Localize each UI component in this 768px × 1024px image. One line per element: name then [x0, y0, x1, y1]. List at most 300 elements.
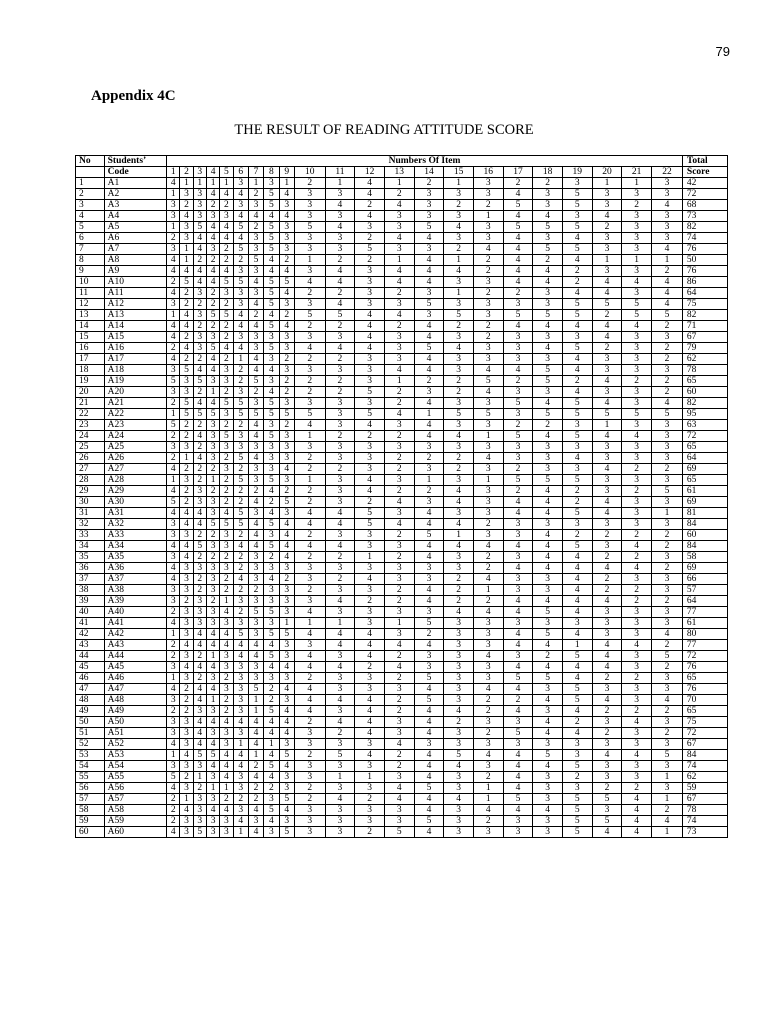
total-score: 75	[682, 717, 727, 728]
item-score: 5	[193, 222, 206, 233]
item-score: 3	[651, 442, 682, 453]
item-score: 5	[233, 519, 248, 530]
item-score: 4	[622, 827, 652, 838]
item-score: 3	[562, 178, 592, 189]
item-score: 3	[325, 816, 355, 827]
item-score: 3	[444, 233, 474, 244]
item-score: 2	[651, 376, 682, 387]
table-row	[76, 816, 728, 827]
item-score: 4	[384, 794, 414, 805]
row-number: 57	[76, 794, 105, 805]
item-score: 3	[562, 211, 592, 222]
item-score: 2	[220, 420, 233, 431]
item-score: 3	[325, 651, 355, 662]
item-score: 3	[473, 508, 503, 519]
item-score: 3	[444, 816, 474, 827]
item-score: 2	[279, 574, 294, 585]
item-score: 5	[533, 310, 563, 321]
table-row	[76, 244, 728, 255]
item-score: 4	[233, 189, 248, 200]
item-score: 4	[503, 508, 533, 519]
item-score: 1	[248, 178, 263, 189]
item-score: 1	[325, 772, 355, 783]
table-row	[76, 409, 728, 420]
item-score: 3	[264, 596, 279, 607]
item-score: 2	[180, 596, 193, 607]
item-score: 1	[384, 178, 414, 189]
item-score: 4	[414, 420, 444, 431]
item-score: 4	[473, 387, 503, 398]
item-score: 4	[592, 211, 622, 222]
item-score: 3	[167, 519, 180, 530]
item-score: 3	[473, 420, 503, 431]
item-score: 3	[206, 794, 219, 805]
item-score: 1	[233, 354, 248, 365]
item-score: 2	[473, 321, 503, 332]
item-score: 3	[592, 607, 622, 618]
item-score: 3	[592, 233, 622, 244]
row-number: 48	[76, 695, 105, 706]
item-score: 3	[248, 475, 263, 486]
total-score: 86	[682, 277, 727, 288]
item-score: 3	[193, 310, 206, 321]
item-score: 2	[167, 431, 180, 442]
table-row	[76, 299, 728, 310]
item-score: 3	[533, 794, 563, 805]
item-score: 3	[651, 585, 682, 596]
item-score: 4	[562, 662, 592, 673]
item-score: 1	[180, 453, 193, 464]
student-code: A23	[104, 420, 166, 431]
item-score: 2	[233, 552, 248, 563]
item-score: 3	[167, 662, 180, 673]
item-score: 3	[355, 365, 385, 376]
item-score: 3	[248, 398, 263, 409]
item-score: 5	[180, 398, 193, 409]
item-score: 3	[220, 563, 233, 574]
item-score: 4	[206, 717, 219, 728]
item-score: 4	[180, 640, 193, 651]
item-score: 3	[473, 640, 503, 651]
col-header-no: No	[76, 156, 105, 167]
item-score: 1	[167, 629, 180, 640]
row-number: 20	[76, 387, 105, 398]
item-score: 3	[473, 222, 503, 233]
item-score: 4	[206, 739, 219, 750]
item-score: 3	[651, 717, 682, 728]
table-row	[76, 310, 728, 321]
item-score: 4	[384, 200, 414, 211]
item-score: 2	[248, 189, 263, 200]
item-score: 4	[533, 530, 563, 541]
item-score: 2	[384, 706, 414, 717]
item-score: 3	[651, 739, 682, 750]
item-score: 3	[592, 717, 622, 728]
item-score: 3	[384, 728, 414, 739]
item-score: 3	[533, 288, 563, 299]
item-score: 4	[414, 277, 444, 288]
item-score: 3	[622, 332, 652, 343]
row-number: 30	[76, 497, 105, 508]
item-score: 3	[279, 299, 294, 310]
item-score: 4	[414, 827, 444, 838]
item-score: 5	[355, 387, 385, 398]
item-score: 2	[294, 321, 325, 332]
item-score: 3	[414, 464, 444, 475]
item-score: 5	[592, 409, 622, 420]
item-score: 3	[233, 332, 248, 343]
item-score: 3	[206, 827, 219, 838]
item-score: 4	[503, 255, 533, 266]
item-score: 3	[264, 354, 279, 365]
student-code: A54	[104, 761, 166, 772]
col-header-total: Total	[682, 156, 727, 167]
item-score: 5	[651, 310, 682, 321]
item-score: 4	[414, 728, 444, 739]
table-row	[76, 596, 728, 607]
item-score: 2	[592, 783, 622, 794]
item-score: 4	[193, 277, 206, 288]
item-score: 3	[167, 299, 180, 310]
item-score: 4	[592, 651, 622, 662]
item-score: 4	[622, 717, 652, 728]
table-body	[76, 178, 728, 838]
item-score: 3	[325, 805, 355, 816]
item-score: 5	[414, 816, 444, 827]
item-score: 4	[414, 585, 444, 596]
reading-attitude-score-table	[75, 155, 728, 838]
item-score: 4	[279, 464, 294, 475]
total-score: 65	[682, 475, 727, 486]
item-score: 4	[503, 706, 533, 717]
student-code: A53	[104, 750, 166, 761]
item-score: 3	[384, 299, 414, 310]
item-score: 3	[414, 563, 444, 574]
item-score: 3	[220, 816, 233, 827]
item-score: 2	[180, 497, 193, 508]
item-score: 4	[233, 233, 248, 244]
item-score: 4	[193, 629, 206, 640]
item-score: 3	[622, 420, 652, 431]
item-score: 5	[592, 794, 622, 805]
item-score: 4	[325, 277, 355, 288]
item-score: 4	[503, 541, 533, 552]
item-score: 3	[444, 695, 474, 706]
item-score: 5	[533, 607, 563, 618]
item-score: 2	[206, 596, 219, 607]
total-score: 73	[682, 827, 727, 838]
item-score: 5	[651, 750, 682, 761]
item-score: 3	[220, 618, 233, 629]
item-score: 1	[167, 750, 180, 761]
item-score: 4	[414, 233, 444, 244]
item-score: 3	[533, 772, 563, 783]
item-score: 3	[355, 761, 385, 772]
item-score: 5	[220, 431, 233, 442]
item-score: 4	[414, 596, 444, 607]
row-number: 32	[76, 519, 105, 530]
item-score: 2	[193, 464, 206, 475]
item-score: 2	[193, 574, 206, 585]
item-score: 4	[294, 607, 325, 618]
item-score: 3	[180, 222, 193, 233]
item-score: 4	[220, 761, 233, 772]
item-score: 3	[473, 354, 503, 365]
item-score: 5	[562, 651, 592, 662]
total-score: 66	[682, 574, 727, 585]
item-score: 2	[167, 794, 180, 805]
item-score: 5	[264, 288, 279, 299]
item-score: 2	[279, 486, 294, 497]
item-score: 5	[533, 673, 563, 684]
item-score: 3	[193, 596, 206, 607]
item-score: 3	[325, 442, 355, 453]
item-score: 3	[294, 816, 325, 827]
item-score: 3	[294, 772, 325, 783]
student-code: A50	[104, 717, 166, 728]
item-score: 3	[279, 695, 294, 706]
item-score: 3	[294, 200, 325, 211]
item-score: 2	[167, 607, 180, 618]
item-score: 3	[651, 783, 682, 794]
item-score: 4	[279, 541, 294, 552]
item-score: 4	[384, 662, 414, 673]
item-score: 4	[503, 662, 533, 673]
row-number: 9	[76, 266, 105, 277]
table-row	[76, 552, 728, 563]
item-score: 2	[180, 695, 193, 706]
item-score: 2	[193, 651, 206, 662]
item-score: 3	[220, 376, 233, 387]
item-score: 2	[206, 530, 219, 541]
item-score: 1	[651, 794, 682, 805]
item-score: 2	[193, 673, 206, 684]
item-score: 5	[264, 189, 279, 200]
item-score: 4	[444, 794, 474, 805]
item-score: 4	[562, 354, 592, 365]
item-score: 3	[651, 211, 682, 222]
item-score: 3	[384, 354, 414, 365]
item-score: 3	[279, 244, 294, 255]
item-score: 5	[220, 519, 233, 530]
item-score: 2	[325, 255, 355, 266]
student-code: A52	[104, 739, 166, 750]
item-score: 5	[264, 629, 279, 640]
item-score: 5	[533, 409, 563, 420]
item-score: 3	[651, 761, 682, 772]
item-score: 4	[651, 244, 682, 255]
item-score: 3	[206, 706, 219, 717]
item-score: 5	[533, 475, 563, 486]
item-score: 3	[355, 541, 385, 552]
item-score: 3	[248, 596, 263, 607]
item-score: 4	[622, 805, 652, 816]
item-score: 3	[473, 398, 503, 409]
item-score: 4	[414, 706, 444, 717]
item-score: 2	[533, 651, 563, 662]
item-score: 4	[167, 563, 180, 574]
item-score: 3	[180, 233, 193, 244]
item-score: 2	[206, 552, 219, 563]
item-score: 2	[473, 519, 503, 530]
item-score: 3	[533, 299, 563, 310]
item-score: 1	[180, 794, 193, 805]
item-score: 2	[503, 695, 533, 706]
item-score: 4	[193, 431, 206, 442]
item-score: 5	[264, 607, 279, 618]
item-score: 3	[503, 651, 533, 662]
item-score: 1	[294, 255, 325, 266]
item-score: 4	[248, 299, 263, 310]
item-score: 3	[180, 574, 193, 585]
item-score: 2	[294, 552, 325, 563]
item-score: 2	[414, 376, 444, 387]
item-score: 3	[279, 442, 294, 453]
item-score: 2	[384, 398, 414, 409]
item-score: 3	[651, 222, 682, 233]
item-score: 2	[233, 376, 248, 387]
item-score: 3	[279, 222, 294, 233]
item-score: 2	[180, 420, 193, 431]
item-score: 3	[294, 365, 325, 376]
item-score: 3	[355, 783, 385, 794]
item-score: 3	[220, 662, 233, 673]
item-score: 4	[414, 266, 444, 277]
item-score: 2	[473, 816, 503, 827]
item-score: 3	[355, 288, 385, 299]
item-score: 1	[592, 255, 622, 266]
item-score: 5	[562, 299, 592, 310]
item-score: 2	[562, 486, 592, 497]
item-score: 2	[220, 574, 233, 585]
item-score: 4	[264, 486, 279, 497]
row-number: 60	[76, 827, 105, 838]
item-score: 3	[592, 189, 622, 200]
item-score: 2	[384, 189, 414, 200]
item-score: 2	[233, 585, 248, 596]
item-score: 5	[622, 409, 652, 420]
item-score: 3	[473, 662, 503, 673]
item-score: 3	[264, 673, 279, 684]
item-score: 3	[325, 827, 355, 838]
item-score: 2	[384, 695, 414, 706]
item-score: 5	[264, 475, 279, 486]
item-score: 3	[473, 673, 503, 684]
item-score: 4	[264, 640, 279, 651]
item-score: 2	[355, 497, 385, 508]
item-score: 4	[279, 552, 294, 563]
item-score: 3	[444, 739, 474, 750]
item-score: 2	[355, 662, 385, 673]
item-score: 2	[355, 431, 385, 442]
item-score: 3	[264, 178, 279, 189]
item-score: 2	[503, 376, 533, 387]
item-score: 2	[384, 486, 414, 497]
item-score: 4	[180, 805, 193, 816]
total-score: 80	[682, 629, 727, 640]
item-score: 4	[384, 409, 414, 420]
item-score: 4	[355, 695, 385, 706]
item-score: 3	[444, 651, 474, 662]
item-score: 4	[414, 508, 444, 519]
student-code: A28	[104, 475, 166, 486]
item-score: 3	[220, 541, 233, 552]
item-score: 4	[248, 277, 263, 288]
student-code: A30	[104, 497, 166, 508]
item-score: 2	[294, 794, 325, 805]
item-score: 2	[444, 376, 474, 387]
item-score: 3	[279, 563, 294, 574]
item-score: 5	[264, 200, 279, 211]
item-score: 3	[473, 739, 503, 750]
student-code: A35	[104, 552, 166, 563]
item-score: 4	[414, 717, 444, 728]
row-number: 7	[76, 244, 105, 255]
item-score: 3	[294, 233, 325, 244]
item-score: 3	[180, 673, 193, 684]
total-score: 73	[682, 211, 727, 222]
item-score: 2	[444, 574, 474, 585]
item-score: 4	[206, 805, 219, 816]
item-score: 3	[233, 706, 248, 717]
table-row	[76, 574, 728, 585]
item-score: 5	[233, 398, 248, 409]
total-score: 65	[682, 442, 727, 453]
item-score: 4	[503, 277, 533, 288]
item-score: 3	[384, 475, 414, 486]
item-score: 4	[651, 816, 682, 827]
total-score: 69	[682, 464, 727, 475]
item-score: 4	[592, 827, 622, 838]
item-score: 4	[167, 783, 180, 794]
table-row	[76, 673, 728, 684]
item-score: 2	[384, 321, 414, 332]
item-score: 4	[414, 321, 444, 332]
table-row	[76, 420, 728, 431]
row-number: 50	[76, 717, 105, 728]
item-score: 4	[248, 717, 263, 728]
item-score: 5	[233, 453, 248, 464]
item-score: 5	[248, 376, 263, 387]
item-score: 5	[503, 673, 533, 684]
item-score: 3	[193, 332, 206, 343]
item-score: 3	[503, 552, 533, 563]
item-score: 4	[592, 376, 622, 387]
item-score: 1	[414, 409, 444, 420]
item-score: 3	[294, 189, 325, 200]
item-score: 3	[355, 673, 385, 684]
item-score: 4	[473, 684, 503, 695]
item-score: 3	[622, 695, 652, 706]
student-code: A4	[104, 211, 166, 222]
item-score: 3	[414, 288, 444, 299]
item-score: 2	[651, 530, 682, 541]
item-score: 3	[180, 629, 193, 640]
item-score: 5	[622, 299, 652, 310]
item-score: 4	[562, 563, 592, 574]
item-score: 2	[592, 552, 622, 563]
item-score: 3	[592, 684, 622, 695]
item-score: 2	[355, 255, 385, 266]
item-score: 3	[503, 332, 533, 343]
item-score: 3	[444, 442, 474, 453]
student-code: A36	[104, 563, 166, 574]
item-score: 4	[592, 288, 622, 299]
item-score: 4	[264, 717, 279, 728]
row-number: 35	[76, 552, 105, 563]
item-score: 3	[220, 684, 233, 695]
item-score: 4	[248, 805, 263, 816]
